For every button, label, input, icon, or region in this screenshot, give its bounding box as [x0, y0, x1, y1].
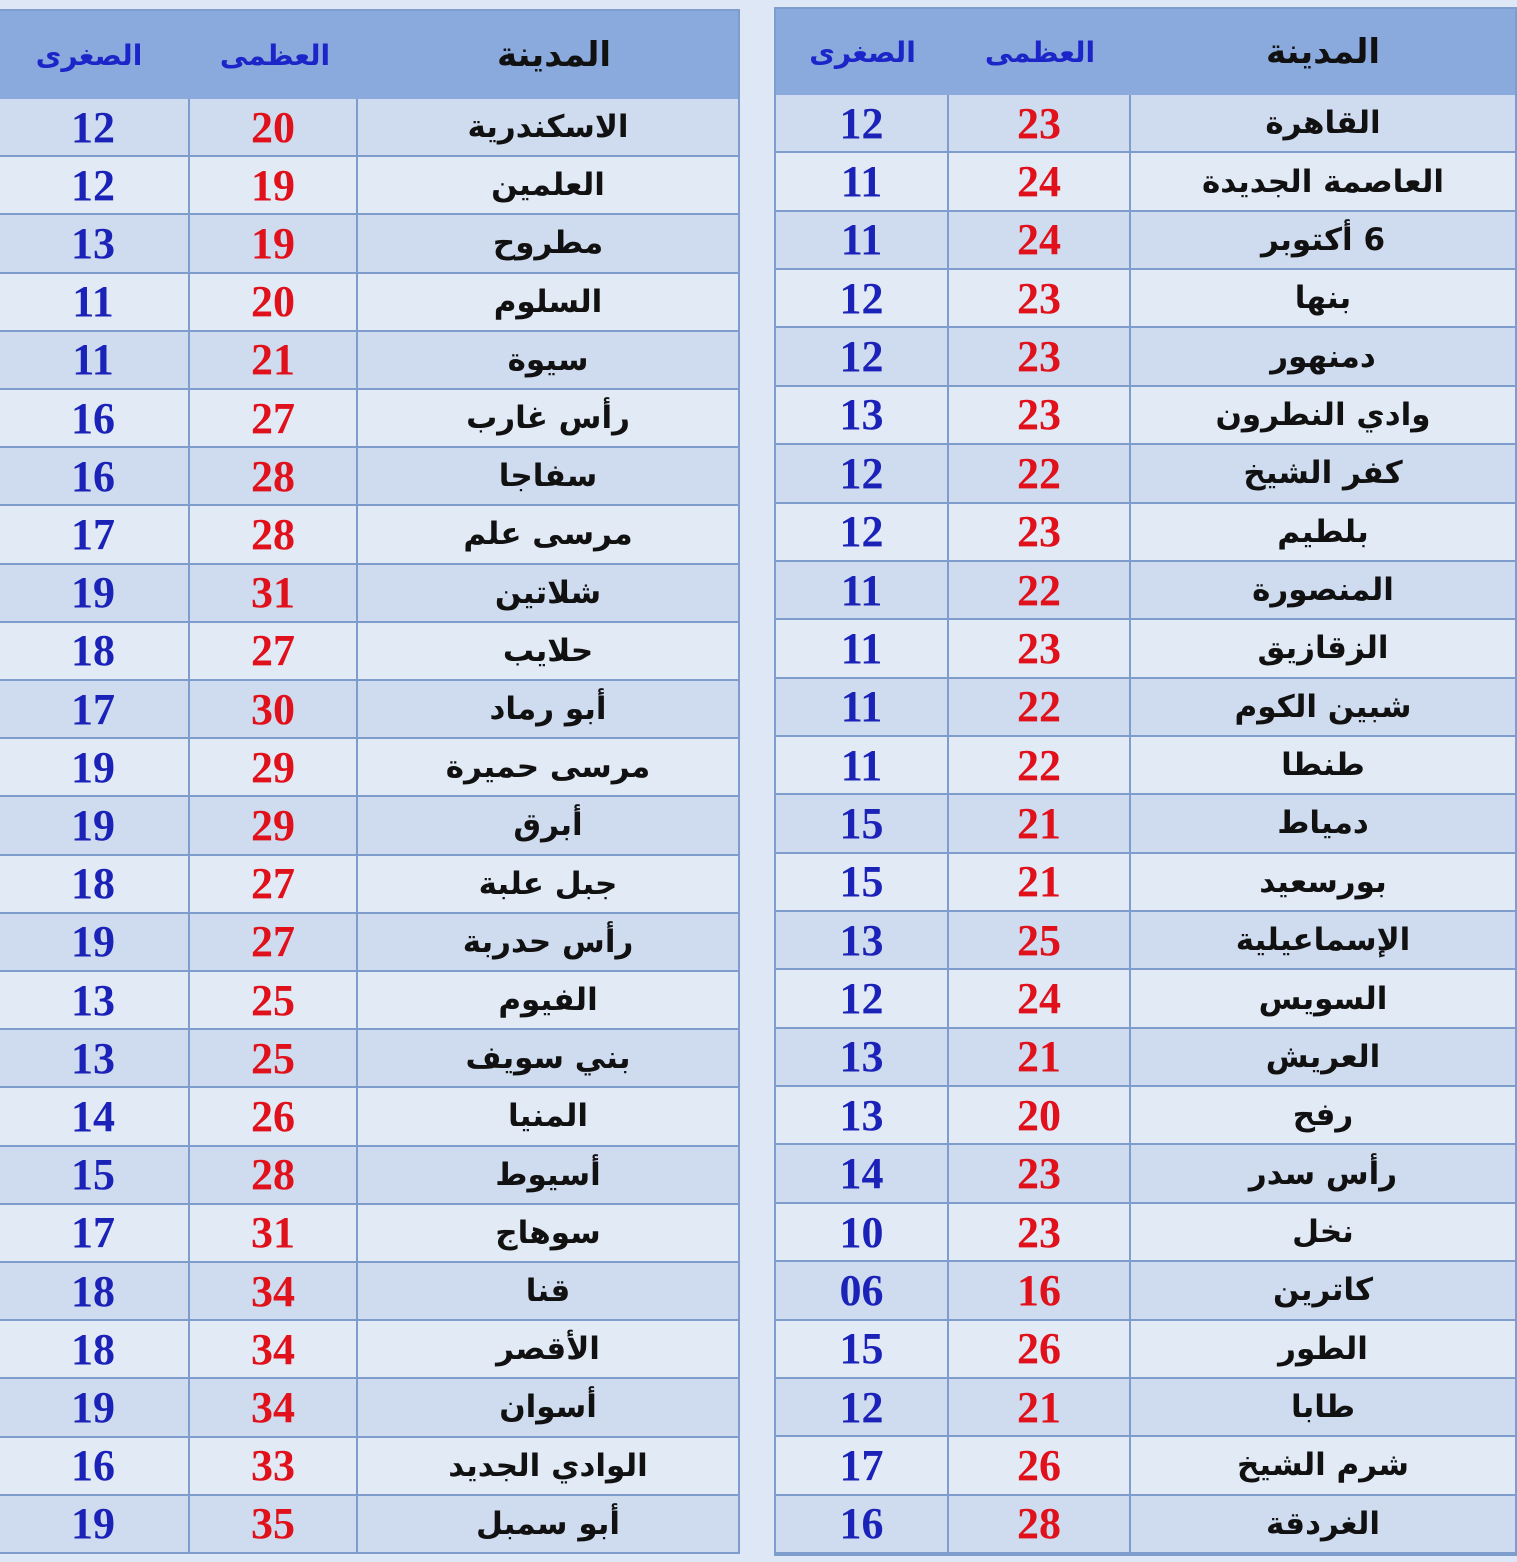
cell-min: 12	[776, 270, 949, 326]
cell-city: حلايب	[502, 632, 594, 669]
cell-max: 30	[190, 681, 358, 737]
cell-min: 12	[0, 157, 190, 213]
cell-city: الوادي الجديد	[448, 1447, 648, 1484]
cell-max: 25	[949, 912, 1131, 968]
table-row	[776, 795, 1515, 853]
cell-max: 23	[949, 387, 1131, 443]
header-min: الصغرى	[809, 35, 916, 69]
cell-max: 27	[190, 856, 358, 912]
cell-city: شلاتين	[494, 574, 602, 611]
cell-city: دمياط	[1277, 805, 1369, 842]
cell-min: 14	[0, 1088, 190, 1144]
cell-city: بنها	[1294, 280, 1352, 317]
cell-city: أسوان	[499, 1389, 597, 1426]
cell-min: 06	[776, 1262, 949, 1318]
cell-min: 19	[0, 565, 190, 621]
table-row	[776, 562, 1515, 620]
cell-city: العاصمة الجديدة	[1201, 163, 1445, 200]
cell-max: 24	[949, 153, 1131, 209]
cell-min: 19	[0, 797, 190, 853]
table-row	[776, 970, 1515, 1028]
table-row	[0, 506, 738, 564]
cell-max: 16	[949, 1262, 1131, 1318]
cell-min: 15	[0, 1147, 190, 1203]
cell-min: 12	[776, 445, 949, 501]
cell-min: 11	[0, 332, 190, 388]
cell-max: 26	[190, 1088, 358, 1144]
cell-min: 16	[0, 1438, 190, 1494]
cell-min: 14	[776, 1145, 949, 1201]
cell-min: 11	[776, 212, 949, 268]
cell-city: المنيا	[508, 1098, 588, 1135]
cell-city: قنا	[525, 1273, 571, 1310]
cell-city: طنطا	[1281, 747, 1365, 784]
cell-max: 28	[190, 506, 358, 562]
cell-max: 21	[949, 795, 1131, 851]
cell-city: طابا	[1290, 1389, 1356, 1426]
cell-city: جبل علبة	[478, 865, 618, 902]
cell-city: سيوة	[507, 341, 589, 378]
table-row	[0, 1496, 738, 1554]
cell-max: 19	[190, 215, 358, 271]
table-row	[0, 1438, 738, 1496]
cell-city: الطور	[1278, 1330, 1368, 1367]
cell-max: 19	[190, 157, 358, 213]
cell-min: 18	[0, 1263, 190, 1319]
cell-min: 12	[776, 504, 949, 560]
cell-max: 27	[190, 390, 358, 446]
cell-min: 15	[776, 795, 949, 851]
table-row	[776, 270, 1515, 328]
cell-max: 23	[949, 1204, 1131, 1260]
cell-min: 19	[0, 739, 190, 795]
table-row	[776, 1496, 1515, 1554]
table-row	[776, 1262, 1515, 1320]
table-row	[776, 1029, 1515, 1087]
table-row	[776, 854, 1515, 912]
cell-max: 27	[190, 914, 358, 970]
cell-min: 13	[776, 912, 949, 968]
cell-max: 21	[949, 1379, 1131, 1435]
table-row	[776, 1087, 1515, 1145]
table-row	[776, 1204, 1515, 1262]
table-row	[0, 1088, 738, 1146]
table-row	[776, 912, 1515, 970]
table-row	[776, 445, 1515, 503]
cell-min: 17	[0, 1205, 190, 1261]
cell-min: 13	[776, 1029, 949, 1085]
cell-min: 17	[0, 681, 190, 737]
cell-min: 12	[776, 328, 949, 384]
cell-city: رأس حدربة	[462, 923, 634, 960]
cell-min: 13	[776, 387, 949, 443]
table-row	[0, 157, 738, 215]
cell-min: 13	[0, 215, 190, 271]
cell-max: 22	[949, 679, 1131, 735]
cell-max: 23	[949, 328, 1131, 384]
cell-city: مرسى علم	[463, 516, 633, 553]
cell-city: سفاجا	[498, 458, 598, 495]
table-row	[776, 620, 1515, 678]
cell-max: 34	[190, 1321, 358, 1377]
table-row	[0, 681, 738, 739]
cell-max: 24	[949, 970, 1131, 1026]
header-city: المدينة	[496, 35, 612, 75]
table-row	[776, 1379, 1515, 1437]
cell-city: وادي النطرون	[1215, 396, 1431, 433]
cell-city: بورسعيد	[1259, 863, 1387, 900]
cell-min: 17	[776, 1437, 949, 1493]
table-row	[0, 1205, 738, 1263]
cell-max: 23	[949, 270, 1131, 326]
cell-city: 6 أكتوبر	[1260, 221, 1386, 258]
cell-max: 31	[190, 1205, 358, 1261]
cell-min: 11	[776, 562, 949, 618]
cell-max: 20	[190, 99, 358, 155]
table-row	[776, 387, 1515, 445]
cell-city: أبو سمبل	[475, 1505, 621, 1542]
cell-city: أسيوط	[495, 1156, 601, 1193]
cell-min: 11	[0, 274, 190, 330]
cell-max: 20	[949, 1087, 1131, 1143]
table-row	[0, 972, 738, 1030]
cell-min: 19	[0, 1496, 190, 1552]
cell-max: 29	[190, 797, 358, 853]
table-row	[0, 856, 738, 914]
table-row	[776, 504, 1515, 562]
cell-min: 18	[0, 856, 190, 912]
cell-city: أبو رماد	[489, 691, 607, 728]
table-row	[0, 1263, 738, 1321]
cell-min: 17	[0, 506, 190, 562]
cell-city: رفح	[1292, 1097, 1354, 1134]
cell-max: 28	[190, 1147, 358, 1203]
cell-city: المنصورة	[1252, 572, 1394, 609]
table-row	[0, 914, 738, 972]
cell-min: 12	[776, 970, 949, 1026]
table-row	[776, 328, 1515, 386]
cell-max: 25	[190, 1030, 358, 1086]
cell-min: 11	[776, 620, 949, 676]
cell-min: 11	[776, 679, 949, 735]
cell-max: 28	[190, 448, 358, 504]
cell-min: 12	[0, 99, 190, 155]
cell-city: القاهرة	[1265, 105, 1381, 142]
table-header	[776, 9, 1515, 97]
cell-city: نخل	[1292, 1214, 1354, 1250]
table-row	[776, 737, 1515, 795]
cell-min: 12	[776, 1379, 949, 1435]
cell-max: 21	[949, 1029, 1131, 1085]
table-row	[0, 1321, 738, 1379]
cell-min: 15	[776, 1321, 949, 1377]
cell-city: الأقصر	[496, 1331, 600, 1368]
cell-city: العلمين	[491, 167, 605, 204]
cell-city: سوهاج	[495, 1214, 601, 1251]
cell-city: الاسكندرية	[467, 109, 629, 146]
cell-min: 11	[776, 737, 949, 793]
cell-max: 33	[190, 1438, 358, 1494]
cell-max: 25	[190, 972, 358, 1028]
cell-city: كاترين	[1272, 1272, 1374, 1309]
table-row	[0, 623, 738, 681]
cell-max: 23	[949, 1145, 1131, 1201]
cell-min: 12	[776, 95, 949, 151]
cell-min: 16	[0, 390, 190, 446]
cell-max: 23	[949, 504, 1131, 560]
table-row	[776, 1145, 1515, 1203]
table-row	[0, 332, 738, 390]
cell-city: بني سويف	[465, 1040, 631, 1077]
header-max: العظمى	[219, 38, 331, 72]
cell-max: 35	[190, 1496, 358, 1552]
cell-max: 21	[949, 854, 1131, 910]
cell-min: 16	[0, 448, 190, 504]
cell-min: 11	[776, 153, 949, 209]
table-header	[0, 11, 738, 101]
cell-max: 28	[949, 1496, 1131, 1552]
cell-city: الإسماعيلية	[1235, 922, 1411, 959]
table-row	[0, 1030, 738, 1088]
cell-city: الزقازيق	[1257, 630, 1389, 667]
cell-max: 29	[190, 739, 358, 795]
header-city: المدينة	[1265, 32, 1381, 72]
left-temperature-table	[0, 9, 740, 1554]
cell-city: مطروح	[492, 225, 604, 262]
table-row	[0, 390, 738, 448]
table-row	[0, 448, 738, 506]
cell-max: 22	[949, 737, 1131, 793]
table-row	[776, 212, 1515, 270]
cell-city: الفيوم	[498, 982, 598, 1019]
cell-max: 23	[949, 620, 1131, 676]
cell-city: دمنهور	[1270, 338, 1376, 375]
table-row	[0, 739, 738, 797]
cell-max: 26	[949, 1437, 1131, 1493]
cell-city: السلوم	[493, 283, 603, 320]
table-row	[0, 215, 738, 273]
cell-min: 19	[0, 1379, 190, 1435]
cell-max: 27	[190, 623, 358, 679]
cell-min: 13	[776, 1087, 949, 1143]
table-row	[0, 274, 738, 332]
cell-city: الغردقة	[1265, 1505, 1381, 1542]
cell-max: 34	[190, 1379, 358, 1435]
table-row	[0, 797, 738, 855]
cell-max: 22	[949, 562, 1131, 618]
cell-city: كفر الشيخ	[1243, 455, 1403, 492]
cell-min: 13	[0, 972, 190, 1028]
cell-min: 13	[0, 1030, 190, 1086]
cell-min: 16	[776, 1496, 949, 1552]
cell-max: 26	[949, 1321, 1131, 1377]
cell-min: 10	[776, 1204, 949, 1260]
table-row	[0, 1379, 738, 1437]
cell-min: 18	[0, 623, 190, 679]
cell-city: أبرق	[513, 807, 583, 844]
cell-max: 21	[190, 332, 358, 388]
table-row	[776, 153, 1515, 211]
cell-city: السويس	[1258, 980, 1388, 1017]
cell-max: 22	[949, 445, 1131, 501]
cell-max: 20	[190, 274, 358, 330]
table-row	[776, 679, 1515, 737]
table-row	[0, 1147, 738, 1205]
cell-city: شبين الكوم	[1234, 688, 1412, 725]
cell-max: 34	[190, 1263, 358, 1319]
table-row	[776, 95, 1515, 153]
cell-max: 23	[949, 95, 1131, 151]
header-max: العظمى	[984, 35, 1096, 69]
cell-max: 31	[190, 565, 358, 621]
table-row	[776, 1321, 1515, 1379]
cell-city: بلطيم	[1277, 513, 1369, 550]
cell-min: 15	[776, 854, 949, 910]
header-min: الصغرى	[35, 38, 143, 72]
cell-city: العريش	[1265, 1038, 1381, 1075]
cell-min: 19	[0, 914, 190, 970]
table-row	[776, 1437, 1515, 1495]
cell-min: 18	[0, 1321, 190, 1377]
right-temperature-table	[774, 7, 1517, 1556]
table-row	[0, 565, 738, 623]
cell-city: رأس غارب	[466, 400, 630, 437]
table-row	[0, 99, 738, 157]
cell-max: 24	[949, 212, 1131, 268]
cell-city: مرسى حميرة	[445, 749, 651, 786]
cell-city: شرم الشيخ	[1236, 1447, 1410, 1484]
cell-city: رأس سدر	[1248, 1155, 1398, 1192]
